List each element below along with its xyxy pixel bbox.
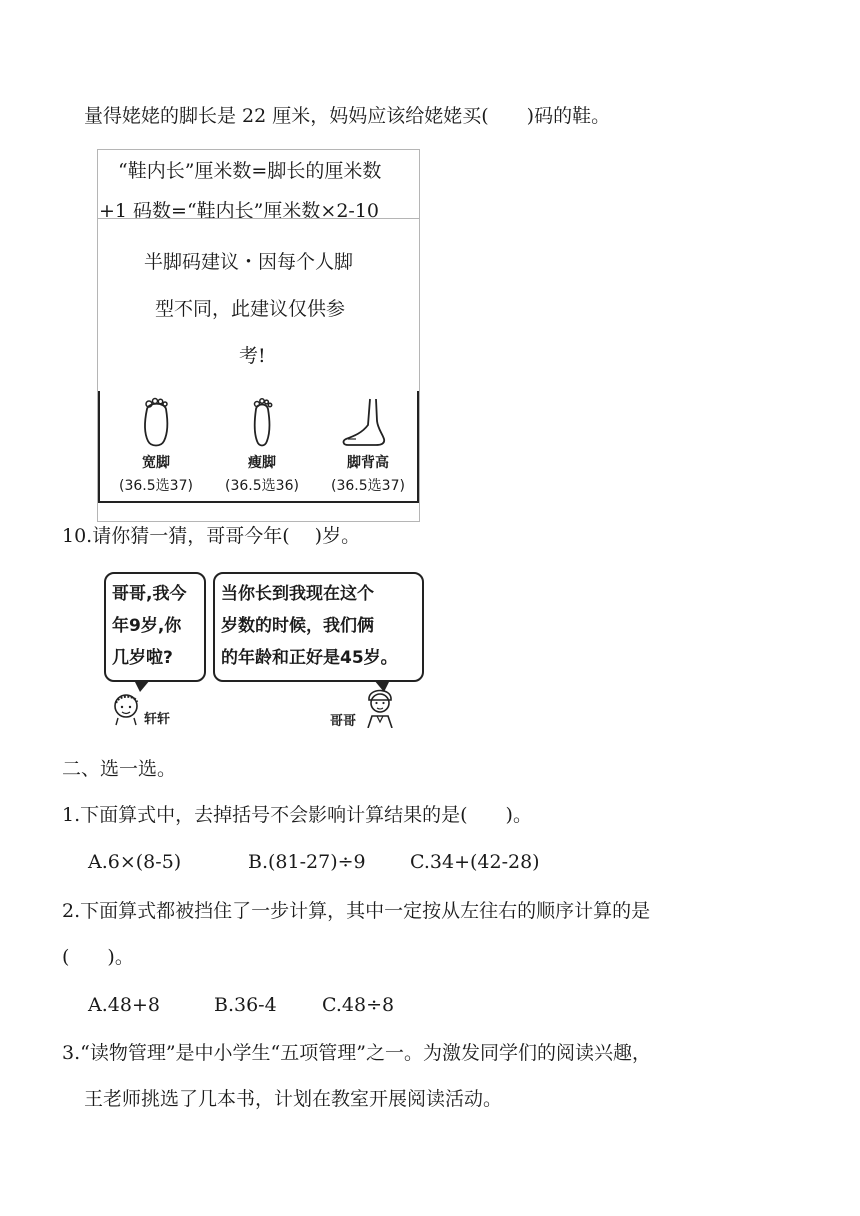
q1-option-b: B.(81-27)÷9 xyxy=(248,851,366,873)
advice-line-3: 考! xyxy=(239,345,266,367)
q2-option-a: A.48+8 xyxy=(88,994,160,1016)
age-comic xyxy=(104,572,424,732)
q9-text: 量得姥姥的脚长是 22 厘米，妈妈应该给姥姥买( )码的鞋。 xyxy=(84,105,611,127)
q3-stem-continued: 王老师挑选了几本书，计划在教室开展阅读活动。 xyxy=(84,1088,503,1110)
q2-option-c: C.48÷8 xyxy=(322,994,395,1016)
section2-title: 二、选一选。 xyxy=(62,758,177,780)
foot-wide xyxy=(106,391,206,495)
high-instep-foot-icon xyxy=(338,395,398,449)
left-bubble-tail xyxy=(134,680,150,692)
left-speech-bubble xyxy=(104,572,206,682)
q1-option-c: C.34+(42-28) xyxy=(410,851,540,873)
foot-slim xyxy=(212,391,312,495)
right-bubble-line: 当你长到我现在这个 xyxy=(221,584,374,604)
foot-slim-name: 瘦脚 xyxy=(248,455,276,471)
table-divider xyxy=(98,218,419,219)
foot-high-instep-name: 脚背高 xyxy=(347,455,389,471)
foot-wide-name: 宽脚 xyxy=(142,455,170,471)
formula-line-2: +1 码数=“鞋内长”厘米数×2-10 xyxy=(99,200,379,222)
boy-xuanxuan-avatar xyxy=(112,692,142,726)
slim-foot-icon xyxy=(242,395,282,449)
feet-illustration-panel xyxy=(98,391,419,503)
foot-slim-size: (36.5选36) xyxy=(225,478,299,494)
q1-stem: 1.下面算式中，去掉括号不会影响计算结果的是( )。 xyxy=(62,804,532,826)
shoe-size-table xyxy=(97,149,420,522)
q10-text: 10.请你猜一猜，哥哥今年( )岁。 xyxy=(62,525,361,547)
xuanxuan-name: 轩轩 xyxy=(144,712,171,727)
q2-stem-continued: ( )。 xyxy=(62,946,134,968)
right-bubble-line: 的年龄和正好是45岁。 xyxy=(221,648,398,668)
advice-line-1: 半脚码建议・因每个人脚 xyxy=(144,251,354,273)
q2-option-b: B.36-4 xyxy=(214,994,277,1016)
foot-high-instep xyxy=(318,391,418,495)
wide-foot-icon xyxy=(136,395,176,449)
right-bubble-line: 岁数的时候，我们俩 xyxy=(221,616,374,636)
right-speech-bubble xyxy=(213,572,424,682)
advice-line-2: 型不同，此建议仅供参 xyxy=(155,298,346,320)
left-bubble-line: 几岁啦? xyxy=(112,648,173,668)
foot-high-instep-size: (36.5选37) xyxy=(331,478,405,494)
older-brother-avatar xyxy=(364,686,396,728)
q2-stem: 2.下面算式都被挡住了一步计算，其中一定按从左往右的顺序计算的是 xyxy=(62,900,651,922)
left-bubble-line: 哥哥,我今 xyxy=(112,584,187,604)
foot-wide-size: (36.5选37) xyxy=(119,478,193,494)
left-bubble-line: 年9岁,你 xyxy=(112,616,182,636)
formula-line-1: “鞋内长”厘米数=脚长的厘米数 xyxy=(118,160,382,182)
brother-name: 哥哥 xyxy=(330,714,357,729)
q1-option-a: A.6×(8-5) xyxy=(88,851,182,873)
q3-stem: 3.“读物管理”是中小学生“五项管理”之一。为激发同学们的阅读兴趣， xyxy=(62,1042,651,1064)
